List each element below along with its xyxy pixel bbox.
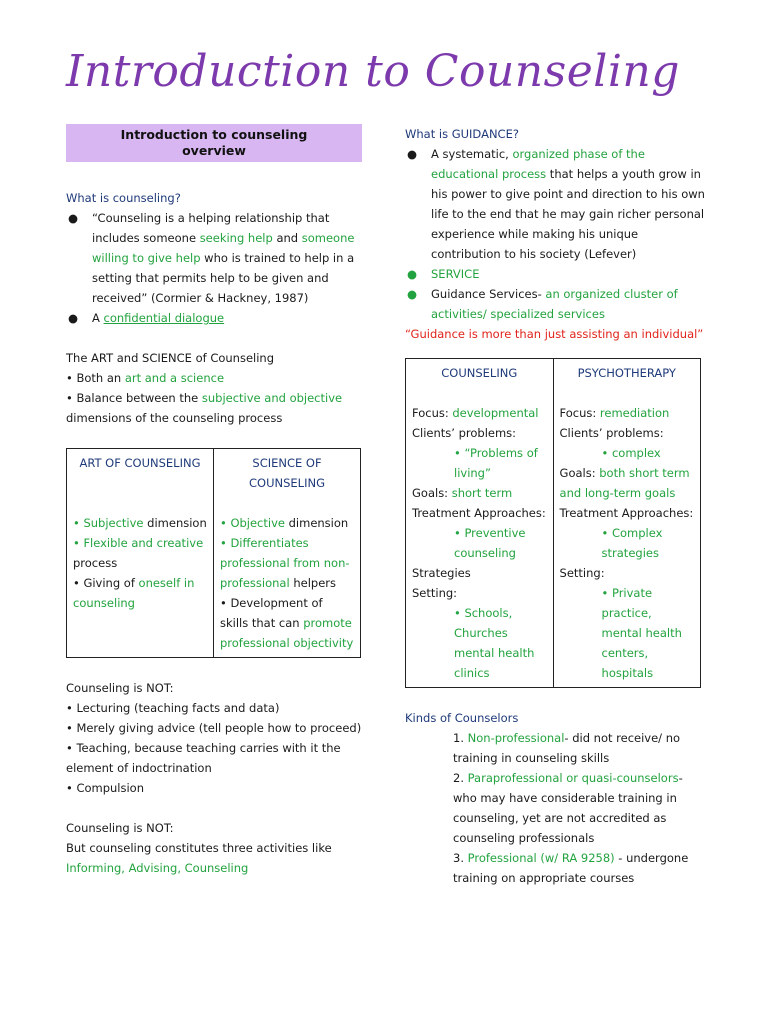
highlight-text: oneself in counseling xyxy=(73,576,195,610)
item-number: 1. xyxy=(453,731,468,745)
clients-value: • complex xyxy=(601,446,661,460)
approach-label: Treatment Approaches: xyxy=(559,506,694,520)
bullet-icon: ● xyxy=(407,267,418,281)
overview-heading-line2: overview xyxy=(182,143,246,158)
plain-text: • Development of skills that can xyxy=(220,596,323,630)
psychotherapy-header: PSYCHOTHERAPY xyxy=(577,366,676,380)
definition-text: “Counseling is a helping relationship that includes someone xyxy=(92,211,330,245)
list-item xyxy=(405,144,705,264)
highlight-text: • Differentiates professional from non-professional xyxy=(220,536,350,590)
guidance-heading: What is GUIDANCE? xyxy=(405,127,519,141)
highlight-text: SERVICE xyxy=(431,267,480,281)
left-column xyxy=(66,124,366,878)
plain-text: - did not receive/ no training in counseling skills xyxy=(453,731,681,765)
strategies-label: Strategies xyxy=(412,566,471,580)
art-line xyxy=(73,573,207,613)
highlight-text: both short term and long-term goals xyxy=(559,466,690,500)
highlight-text: subjective and objective xyxy=(201,391,343,405)
list-item xyxy=(66,208,366,308)
highlight-text: • Subjective xyxy=(73,516,144,530)
page-title: Introduction to Counseling xyxy=(66,46,680,97)
definition-text: and xyxy=(272,231,302,245)
setting-label: Setting: xyxy=(559,566,605,580)
activities-line: But counseling constitutes three activities like xyxy=(66,841,332,855)
plain-text: dimensions of the counseling process xyxy=(66,411,283,425)
goals-line xyxy=(412,483,547,503)
highlight-text: Non-professional xyxy=(467,731,565,745)
not-item: • Merely giving advice (tell people how to proceed) xyxy=(66,721,362,735)
definition-text: who is trained to help in a setting that permits help to be given and received” (Cormier & Hackney, 1987) xyxy=(92,251,355,305)
plain-text: process xyxy=(73,556,118,570)
definition-highlight: someone willing to give help xyxy=(92,231,355,265)
bullet-icon: ● xyxy=(407,147,418,161)
science-header: SCIENCE OF COUNSELING xyxy=(249,456,325,490)
highlight-text: Professional (w/ RA 9258) xyxy=(467,851,615,865)
counselor-kind-item xyxy=(405,728,705,768)
science-line xyxy=(220,533,354,593)
definition-highlight: seeking help xyxy=(199,231,273,245)
bullet-icon: ● xyxy=(68,311,79,325)
definition-text: A xyxy=(92,311,104,325)
overview-heading-line1: Introduction to counseling xyxy=(120,127,308,142)
science-cell xyxy=(214,449,361,658)
bullet-icon: ● xyxy=(68,211,79,225)
clients-label: Clients’ problems: xyxy=(412,426,517,440)
counselor-kind-item xyxy=(405,848,705,888)
plain-text: dimension xyxy=(284,516,349,530)
list-item xyxy=(405,264,705,284)
guidance-quote: “Guidance is more than just assisting an individual” xyxy=(405,327,704,341)
item-number: 3. xyxy=(453,851,468,865)
art-line xyxy=(73,513,207,533)
not-heading-2: Counseling is NOT: xyxy=(66,821,174,835)
plain-text: helpers xyxy=(289,576,336,590)
bullet-icon: ● xyxy=(407,287,418,301)
art-header: ART OF COUNSELING xyxy=(79,456,201,470)
label-text: Focus: xyxy=(412,406,453,420)
not-heading-1: Counseling is NOT: xyxy=(66,681,174,695)
plain-text: Guidance Services- xyxy=(431,287,546,301)
counselor-kind-item xyxy=(405,768,705,848)
setting-value: • Private practice, mental health centers, hospitals xyxy=(601,586,682,680)
label-text: Goals: xyxy=(559,466,600,480)
item-number: 2. xyxy=(453,771,468,785)
plain-text: dimension xyxy=(143,516,207,530)
list-item xyxy=(66,308,366,328)
right-column xyxy=(405,124,705,888)
focus-line xyxy=(412,403,547,423)
plain-text: A systematic, xyxy=(431,147,513,161)
art-line xyxy=(73,533,207,573)
counseling-header: COUNSELING xyxy=(441,366,518,380)
psychotherapy-cell xyxy=(553,359,700,688)
plain-text: • Balance between the xyxy=(66,391,202,405)
guidance-list xyxy=(405,144,705,324)
art-science-heading: The ART and SCIENCE of Counseling xyxy=(66,351,275,365)
highlight-text: promote professional objectivity xyxy=(220,616,354,650)
approach-label: Treatment Approaches: xyxy=(412,506,546,520)
plain-text: - who may have considerable training in counseling, yet are not accredited as counseling professionals xyxy=(453,771,683,845)
art-cell xyxy=(67,449,214,658)
not-item: • Lecturing (teaching facts and data) xyxy=(66,701,280,715)
label-text: Goals: xyxy=(412,486,452,500)
focus-line xyxy=(560,403,694,423)
setting-value: • Schools, Churches mental health clinics xyxy=(454,606,535,680)
kinds-heading: Kinds of Counselors xyxy=(405,711,519,725)
highlight-text: an organized cluster of activities/ specialized services xyxy=(431,287,678,321)
definition-highlight: confidential dialogue xyxy=(103,311,225,325)
highlight-text: art and a science xyxy=(124,371,225,385)
counseling-definition-list xyxy=(66,208,366,328)
clients-label: Clients’ problems: xyxy=(559,426,664,440)
not-item: • Teaching, because teaching carries with it the element of indoctrination xyxy=(66,741,341,775)
science-line xyxy=(220,513,354,533)
setting-label: Setting: xyxy=(412,586,458,600)
highlight-text: developmental xyxy=(452,406,539,420)
highlight-text: short term xyxy=(451,486,513,500)
list-item xyxy=(405,284,705,324)
plain-text: that helps a youth grow in his power to give point and direction to his own life to the end that he may gain richer personal experience while making his unique contribution to his society (Lefever) xyxy=(431,167,705,261)
highlight-text: • Objective xyxy=(220,516,285,530)
highlight-text: Paraprofessional or quasi-counselors xyxy=(467,771,679,785)
goals-line xyxy=(560,463,694,503)
plain-text: - undergone training on appropriate courses xyxy=(453,851,689,885)
highlight-text: remediation xyxy=(599,406,670,420)
art-science-table xyxy=(66,448,361,658)
what-is-counseling-heading: What is counseling? xyxy=(66,191,181,205)
plain-text: • Giving of xyxy=(73,576,139,590)
art-science-line xyxy=(66,368,366,388)
activities-list: Informing, Advising, Counseling xyxy=(66,861,249,875)
label-text: Focus: xyxy=(559,406,600,420)
approach-value: • Complex strategies xyxy=(601,526,663,560)
clients-value: • “Problems of living” xyxy=(454,446,538,480)
counseling-psychotherapy-table xyxy=(405,358,701,688)
not-item: • Compulsion xyxy=(66,781,145,795)
science-line xyxy=(220,593,354,653)
counseling-cell xyxy=(406,359,554,688)
highlight-text: organized phase of the educational process xyxy=(431,147,645,181)
overview-heading-box xyxy=(66,124,362,162)
highlight-text: • Flexible and creative xyxy=(73,536,204,550)
art-science-line xyxy=(66,388,366,428)
plain-text: • Both an xyxy=(66,371,125,385)
approach-value: • Preventive counseling xyxy=(454,526,526,560)
